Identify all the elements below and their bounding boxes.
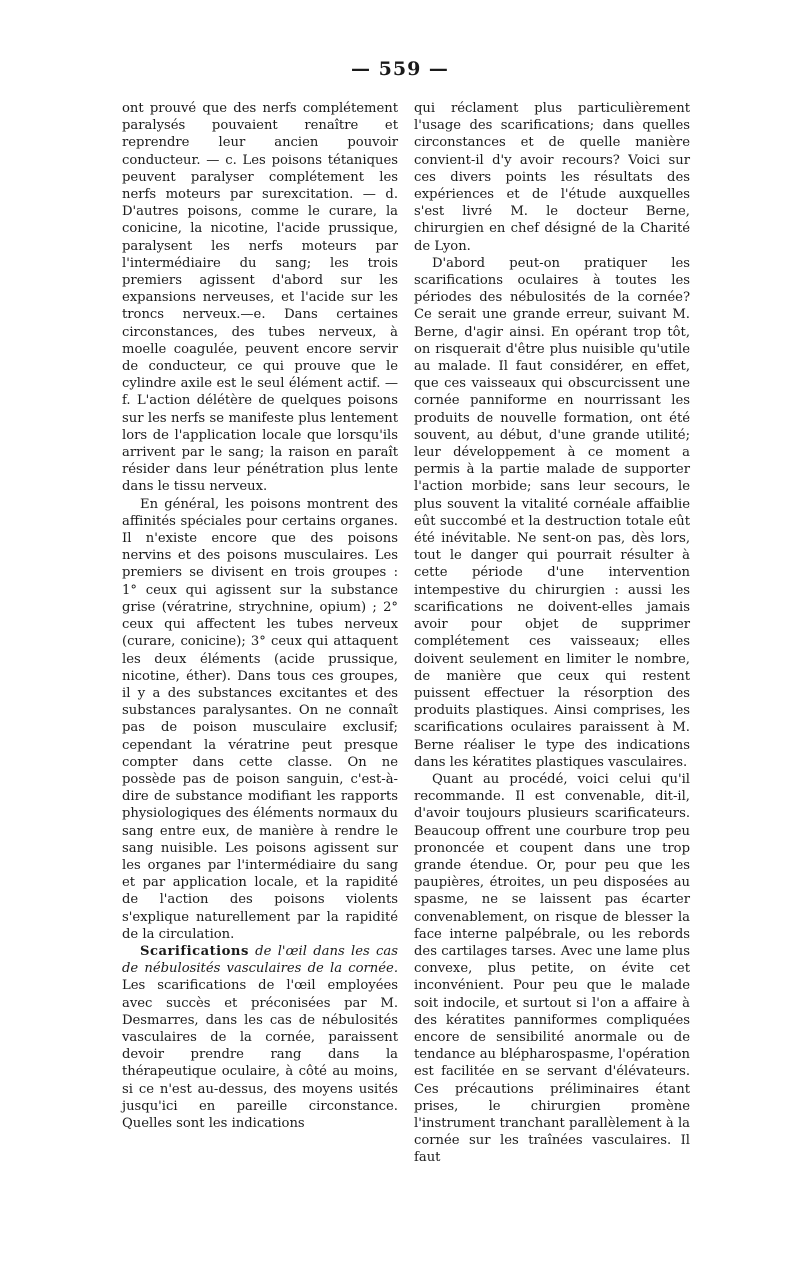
left-paragraph-1: ont prouvé que des nerfs complétement paralysés pouvaient renaître et reprendre leur ancien pouvoir conducteur. — c. Les poisons tétaniques peuvent paralyser complétement les nerfs moteurs par surexcitation. — d. D'autres poisons, comme le curare, la conicine, la nicotine, l'acide prussique, paralysent les nerfs moteurs par l'intermédiaire du sang; les trois premiers agissent d'abord sur les expansions nerveuses, et l'acide sur les troncs nerveux.—e. Dans certaines circonstances, des tubes nerveux, à moelle coagulée, peuvent encore servir de conducteur, ce qui prouve que le cylindre axile est le seul élément actif. —f. L'action délétère de quelques poisons sur les nerfs se manifeste plus lentement lors de l'application locale que lorsqu'ils arrivent par le sang; la raison en paraît résider dans leur pénétration plus lente dans le tissu nerveux.	[122, 101, 398, 495]
page-number: — 559 —	[351, 58, 449, 80]
section-heading-subtitle: de l'œil dans les cas de nébulosités vasculaires de la cornée.	[122, 943, 398, 977]
section-heading-scarifications: Scarifications	[140, 943, 249, 959]
right-paragraph-3: Quant au procédé, voici celui qu'il recommande. Il est convenable, dit-il, d'avoir toujours plusieurs scarificateurs. Beaucoup offrent une courbure trop peu prononcée et coupent dans une trop grande étendue. Or, pour peu que les paupières, étroites, un peu disposées au spasme, ne se laissent pas écarter convenablement, on risque de blesser la face interne palpébrale, ou les rebords des cartilages tarses. Avec une lame plus convexe, plus petite, on évite cet inconvénient. Pour peu que le malade soit indocile, et surtout si l'on a affaire à des kératites panniformes compliquées encore de sensibilité anormale ou de tendance au blépharospasme, l'opération est facilitée en se servant d'élévateurs. Ces précautions préliminaires étant prises, le chirurgien promène l'instrument tranchant parallèlement à la cornée sur les traînées vasculaires. Il faut	[414, 771, 690, 1166]
right-column	[414, 100, 690, 1167]
left-column	[122, 100, 398, 1132]
right-paragraph-2: D'abord peut-on pratiquer les scarifications oculaires à toutes les périodes des nébulosités de la cornée? Ce serait une grande erreur, suivant M. Berne, d'agir ainsi. En opérant trop tôt, on risquerait d'être plus nuisible qu'utile au malade. Il faut considérer, en effet, que ces vaisseaux qui obscurcissent une cornée panniforme en nourrissant les produits de nouvelle formation, ont été souvent, au début, d'une grande utilité; leur développement à ce moment a permis à la partie malade de supporter l'action morbide; sans leur secours, le plus souvent la vitalité cornéale affaiblie eût succombé et la destruction totale eût été inévitable. Ne sent-on pas, dès lors, tout le danger qui pourrait résulter à cette période d'une intervention intempestive du chirurgien : aussi les scarifications ne doivent-elles jamais avoir pour objet de supprimer complétement ces vaisseaux; elles doivent seulement en limiter le nombre, de manière que ceux qui restent puissent effectuer la résorption des produits plastiques. Ainsi comprises, les scarifications oculaires paraissent à M. Berne réaliser le type des indications dans les kératites plastiques vasculaires.	[414, 255, 690, 770]
right-paragraph-1: qui réclament plus particulièrement l'usage des scarifications; dans quelles circonstances et de quelle manière convient-il d'y avoir recours? Voici sur ces divers points les résultats des expériences et de l'étude auxquelles s'est livré M. le docteur Berne, chirurgien en chef désigné de la Charité de Lyon.	[414, 101, 690, 254]
left-paragraph-2: En général, les poisons montrent des affinités spéciales pour certains organes. Il n'existe encore que des poisons nervins et des poisons musculaires. Les premiers se divisent en trois groupes : 1° ceux qui agissent sur la substance grise (vératrine, strychnine, opium) ; 2° ceux qui affectent les tubes nerveux (curare, conicine); 3° ceux qui attaquent les deux éléments (acide prussique, nicotine, éther). Dans tous ces groupes, il y a des substances excitantes et des substances paralysantes. On ne connaît pas de poison musculaire exclusif; cependant la vératrine peut presque compter dans cette classe. On ne possède pas de poison sanguin, c'est-à-dire de substance modifiant les rapports physiologiques des éléments normaux du sang entre eux, de manière à rendre le sang nuisible. Les poisons agissent sur les organes par l'intermédiaire du sang et par application locale, et la rapidité de l'action des poisons violents s'explique naturellement par la rapidité de la circulation.	[122, 496, 398, 942]
left-paragraph-3	[122, 943, 398, 1132]
section-body-text: Les scarifications de l'œil employées avec succès et préconisées par M. Desmarres, dans les cas de nébulosités vasculaires de la cornée, paraissent devoir prendre rang dans la thérapeutique oculaire, à côté au moins, si ce n'est au-dessus, des moyens usités jusqu'ici en pareille circonstance. Quelles sont les indications	[122, 978, 398, 1131]
